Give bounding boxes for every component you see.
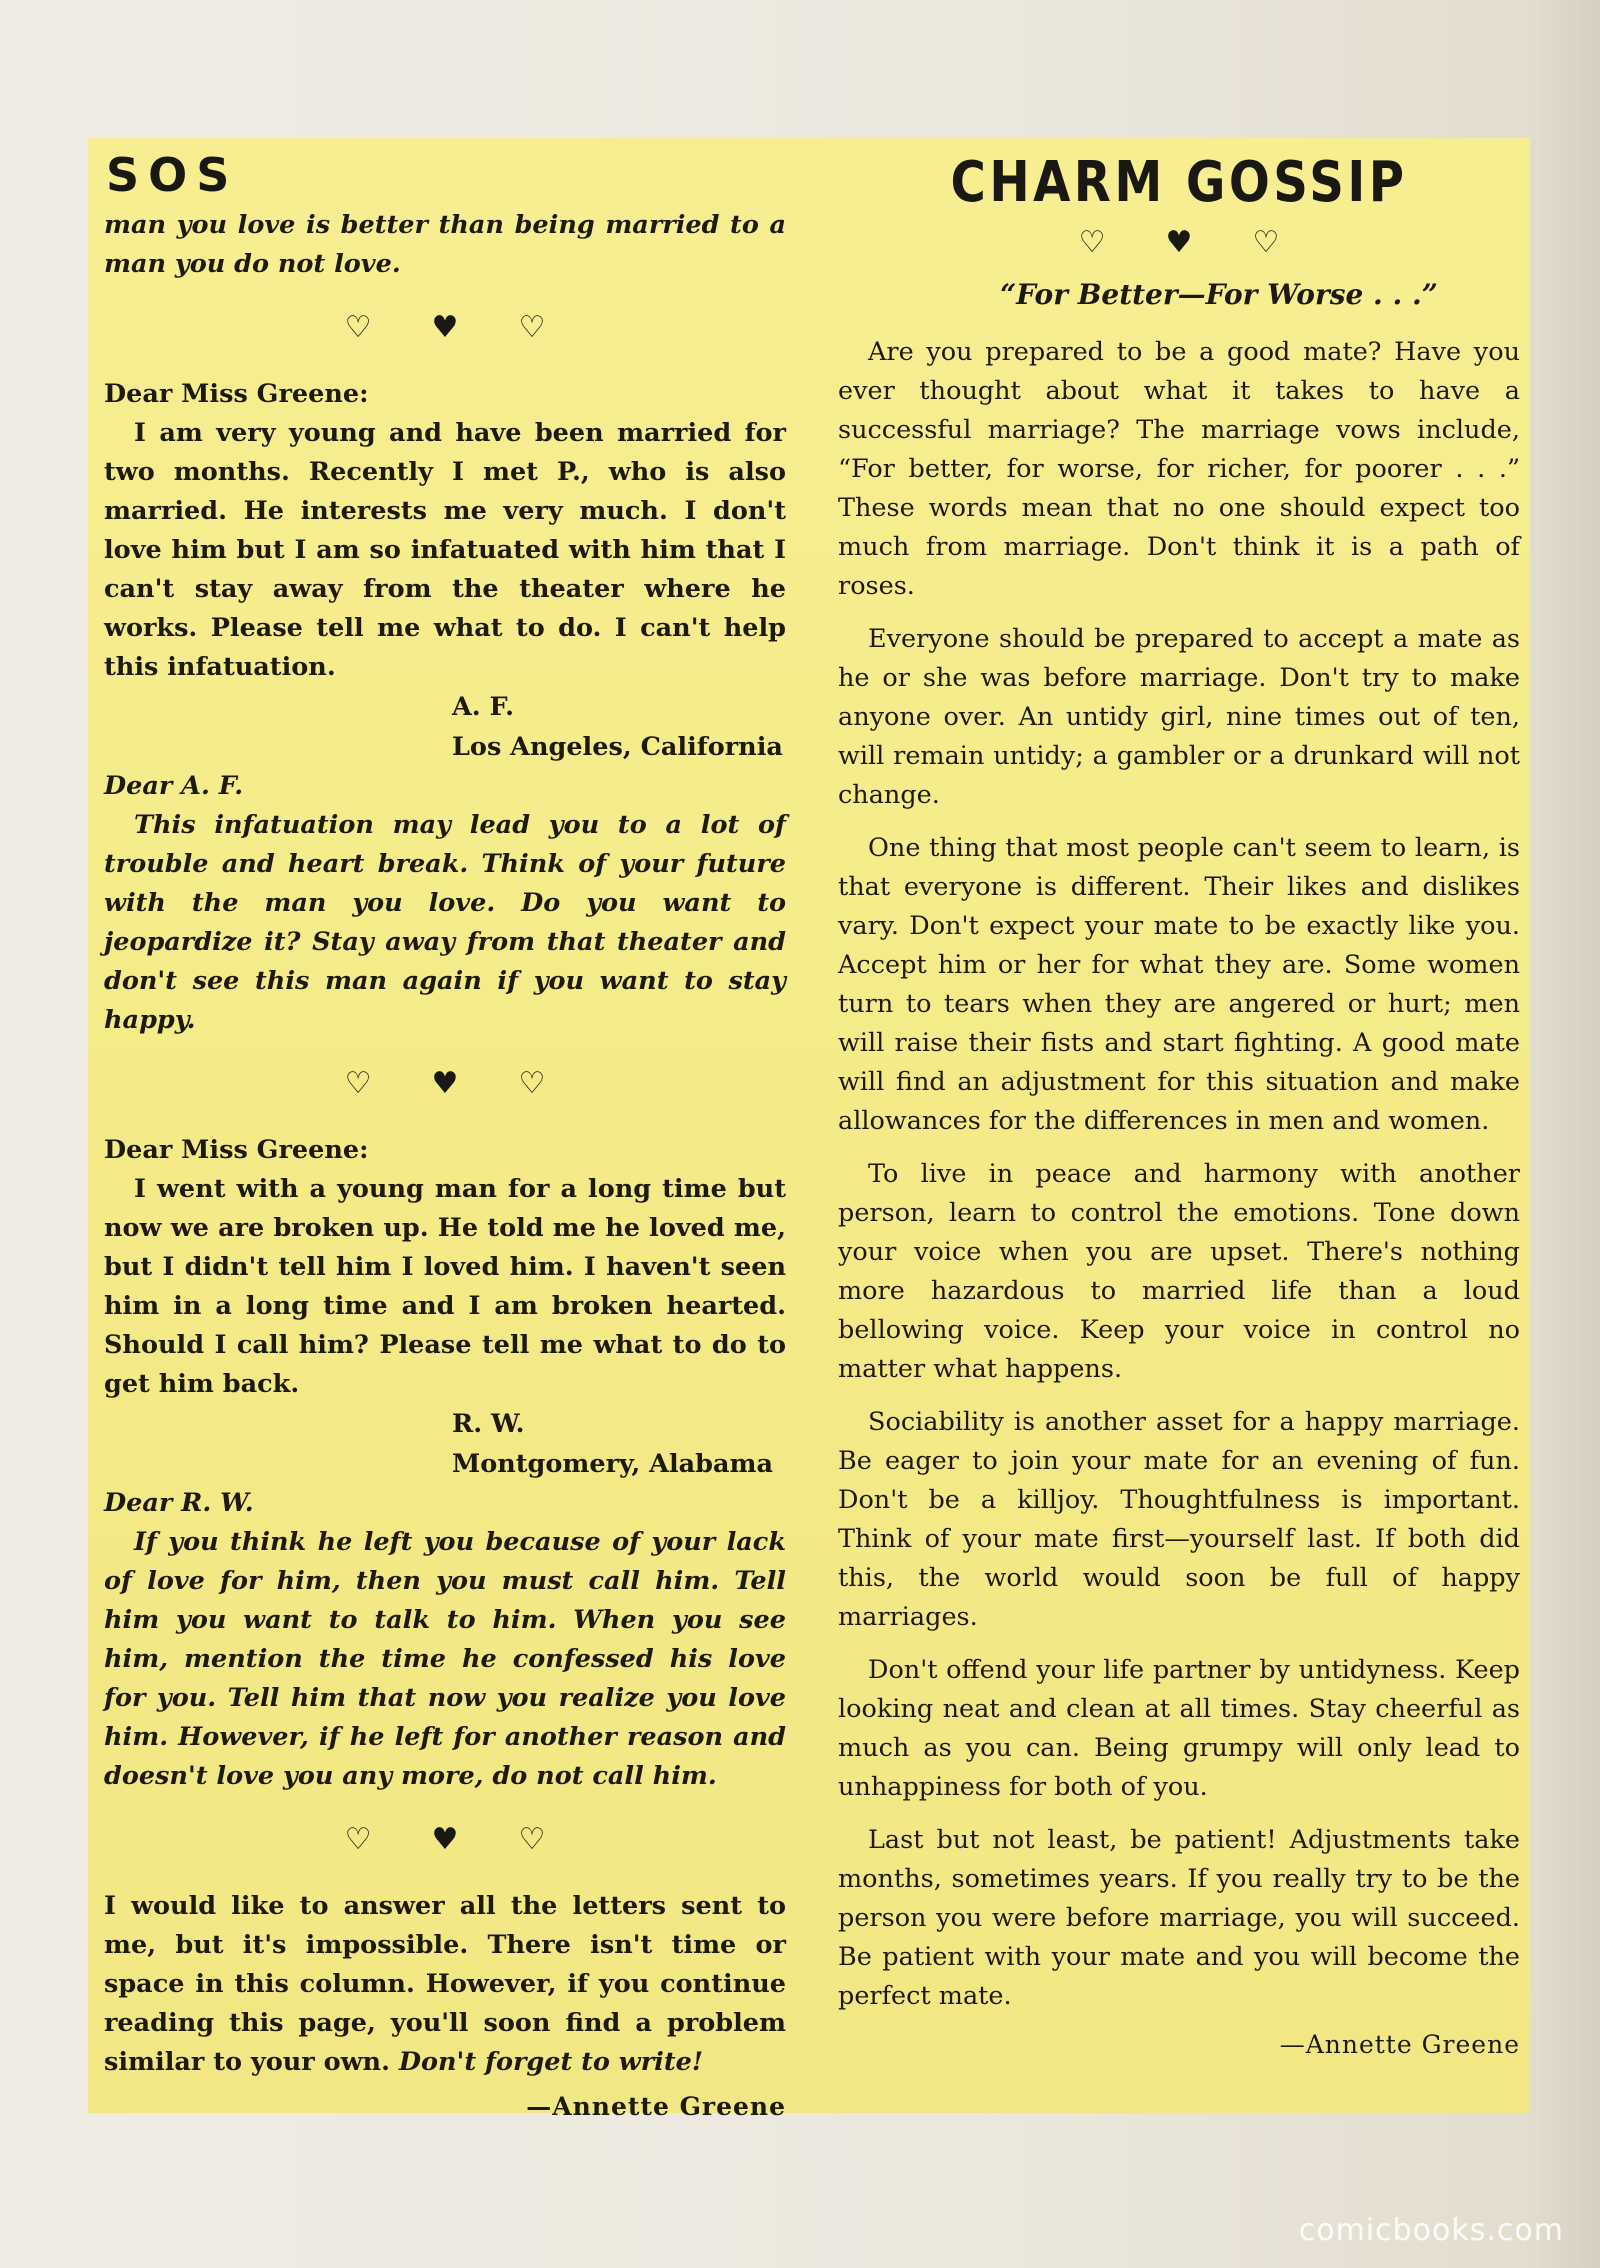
paragraph: Last but not least, be patient! Adjustments take months, sometimes years. If you really try to be the person you were before marriage, you will succeed. Be patient with your mate and you will become the perfect mate. bbox=[838, 1825, 1520, 2011]
sos-column bbox=[88, 138, 798, 2121]
letter2-reply-salutation: Dear R. W. bbox=[104, 1488, 254, 1518]
closing-italic: Don't forget to write! bbox=[398, 2047, 704, 2077]
charm-gossip-byline: —Annette Greene bbox=[1279, 2030, 1520, 2059]
letter1-reply: This infatuation may lead you to a lot of trouble and heart break. Think of your future with the man you love. Do you want to jeopardize it? Stay away from that theater and don't see this man again if you want to stay happy. bbox=[104, 810, 786, 1035]
heart-outline-icon: ♡ bbox=[1252, 225, 1280, 260]
charm-gossip-column bbox=[838, 138, 1530, 2113]
paragraph: Don't offend your life partner by untidyness. Keep looking neat and clean at all times. Stay cheerful as much as you can. Being grumpy will only lead to unhappiness for both of you. bbox=[838, 1655, 1520, 1802]
heart-outline-icon: ♡ bbox=[344, 1822, 372, 1857]
paragraph: Sociability is another asset for a happy marriage. Be eager to join your mate for an evening of fun. Don't be a killjoy. Thoughtfulness is important. Think of your mate first—yourself last. If both did this, the world would soon be full of happy marriages. bbox=[838, 1407, 1520, 1632]
watermark: comicbooks.com bbox=[1298, 2213, 1564, 2248]
heart-divider bbox=[838, 225, 1520, 260]
charm-gossip-subhead: “For Better—For Worse . . .” bbox=[1000, 278, 1438, 311]
heart-filled-icon: ♥ bbox=[431, 310, 459, 345]
letter1-salutation: Dear Miss Greene: bbox=[104, 379, 369, 409]
heart-outline-icon: ♡ bbox=[344, 1066, 372, 1101]
heart-divider bbox=[104, 1822, 786, 1857]
heart-divider bbox=[104, 1066, 786, 1101]
letter1-body: I am very young and have been married for two months. Recently I met P., who is also married. He interests me very much. I don't love him but I am so infatuated with him that I can't stay away from the theater where he works. Please tell me what to do. I can't help this infatuation. bbox=[104, 418, 786, 682]
heart-outline-icon: ♡ bbox=[518, 1066, 546, 1101]
sos-title: SOS bbox=[106, 148, 239, 202]
page-edge bbox=[1530, 0, 1600, 2268]
letter2-sig-initials: R. W. bbox=[452, 1409, 525, 1439]
heart-filled-icon: ♥ bbox=[431, 1066, 459, 1101]
letter2-reply: If you think he left you because of your lack of love for him, then you must call him. Tell him you want to talk to him. When you see him, mention the time he confessed his love for you. Tell him that now you realize you love him. However, if he left for another reason and doesn't love you any more, do not call him. bbox=[104, 1527, 786, 1791]
heart-filled-icon: ♥ bbox=[1165, 225, 1193, 260]
paragraph: Everyone should be prepared to accept a mate as he or she was before marriage. Don't try to make anyone over. An untidy girl, nine times out of ten, will remain untidy; a gambler or a drunkard will not change. bbox=[838, 624, 1520, 810]
letter1-sig-place: Los Angeles, California bbox=[452, 732, 783, 762]
letter2-salutation: Dear Miss Greene: bbox=[104, 1135, 369, 1165]
sos-byline: —Annette Greene bbox=[526, 2092, 786, 2121]
paragraph: Are you prepared to be a good mate? Have you ever thought about what it takes to have a successful marriage? The marriage vows include, “For better, for worse, for richer, for poorer . . .” These words mean that no one should expect too much from marriage. Don't think it is a path of roses. bbox=[838, 337, 1520, 601]
heart-outline-icon: ♡ bbox=[518, 310, 546, 345]
letter2-body: I went with a young man for a long time but now we are broken up. He told me he loved me, but I didn't tell him I loved him. I haven't seen him in a long time and I am broken hearted. Should I call him? Please tell me what to do to get him back. bbox=[104, 1174, 786, 1399]
closing-text: I would like to answer all the letters sent to me, but it's impossible. There isn't time or space in this column. However, if you continue reading this page, you'll soon find a problem similar to your own. bbox=[104, 1891, 786, 2077]
heart-outline-icon: ♡ bbox=[518, 1822, 546, 1857]
heart-divider bbox=[104, 310, 786, 345]
paragraph: One thing that most people can't seem to learn, is that everyone is different. Their likes and dislikes vary. Don't expect your mate to be exactly like you. Accept him or her for what they are. Some women turn to tears when they are angered or hurt; men will raise their fists and start fighting. A good mate will find an adjustment for this situation and make allowances for the differences in men and women. bbox=[838, 833, 1520, 1136]
heart-outline-icon: ♡ bbox=[344, 310, 372, 345]
letter1-reply-salutation: Dear A. F. bbox=[104, 771, 244, 801]
heart-filled-icon: ♥ bbox=[431, 1822, 459, 1857]
heart-outline-icon: ♡ bbox=[1078, 225, 1106, 260]
charm-gossip-title: CHARM GOSSIP bbox=[950, 150, 1408, 215]
sos-intro: man you love is better than being married to a man you do not love. bbox=[104, 210, 786, 279]
closing-note bbox=[104, 1887, 786, 2082]
letter2-sig-place: Montgomery, Alabama bbox=[452, 1449, 774, 1479]
printed-area bbox=[88, 138, 1530, 2121]
letter1-sig-initials: A. F. bbox=[452, 692, 514, 722]
paragraph: To live in peace and harmony with another person, learn to control the emotions. Tone down your voice when you are upset. There's nothing more hazardous to married life than a loud bellowing voice. Keep your voice in control no matter what happens. bbox=[838, 1159, 1520, 1384]
